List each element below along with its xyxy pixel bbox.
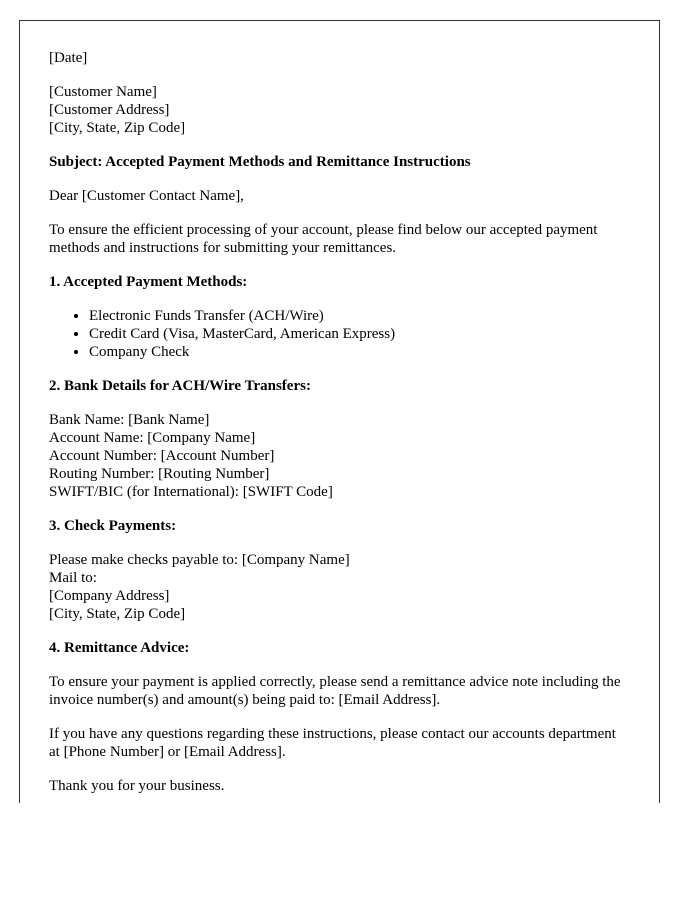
recipient-address [49, 83, 629, 137]
company-address: [Company Address] [49, 588, 170, 604]
customer-address: [Customer Address] [49, 102, 170, 118]
letter-page [19, 20, 660, 803]
list-item: • Electronic Funds Transfer (ACH/Wire) [89, 307, 629, 325]
intro-paragraph: To ensure the efficient processing of your account, please find below our accepted payment methods and instructions for submitting your remittances. [49, 222, 598, 256]
questions-paragraph: If you have any questions regarding these instructions, please contact our accounts department at [Phone Number] or [Email Address]. [49, 726, 616, 760]
salutation: Dear [Customer Contact Name], [49, 188, 244, 204]
mail-to: Mail to: [49, 570, 97, 586]
customer-name: [Customer Name] [49, 84, 157, 100]
check-payments-heading: 3. Check Payments: [49, 518, 177, 534]
swift-code: SWIFT/BIC (for International): [SWIFT Code] [49, 484, 333, 500]
company-city: [City, State, Zip Code] [49, 606, 186, 622]
routing-number: Routing Number: [Routing Number] [49, 466, 270, 482]
closing: Thank you for your business. [49, 778, 225, 794]
payment-methods-heading: 1. Accepted Payment Methods: [49, 274, 248, 290]
letter-subject: Subject: Accepted Payment Methods and Remittance Instructions [49, 154, 471, 170]
customer-city: [City, State, Zip Code] [49, 120, 186, 136]
list-item: • Company Check [89, 343, 629, 361]
account-number: Account Number: [Account Number] [49, 448, 275, 464]
remittance-heading: 4. Remittance Advice: [49, 640, 190, 656]
list-item: • Credit Card (Visa, MasterCard, American Express) [89, 325, 629, 343]
bank-details-heading: 2. Bank Details for ACH/Wire Transfers: [49, 378, 311, 394]
check-details [49, 551, 629, 623]
remittance-paragraph: To ensure your payment is applied correctly, please send a remittance advice note including the invoice number(s) and amount(s) being paid to: [Email Address]. [49, 674, 621, 708]
payable-to: Please make checks payable to: [Company Name] [49, 552, 350, 568]
bank-name: Bank Name: [Bank Name] [49, 412, 210, 428]
bank-details [49, 411, 629, 501]
letter-date: [Date] [49, 50, 88, 66]
account-name: Account Name: [Company Name] [49, 430, 256, 446]
payment-methods-list [49, 307, 629, 361]
